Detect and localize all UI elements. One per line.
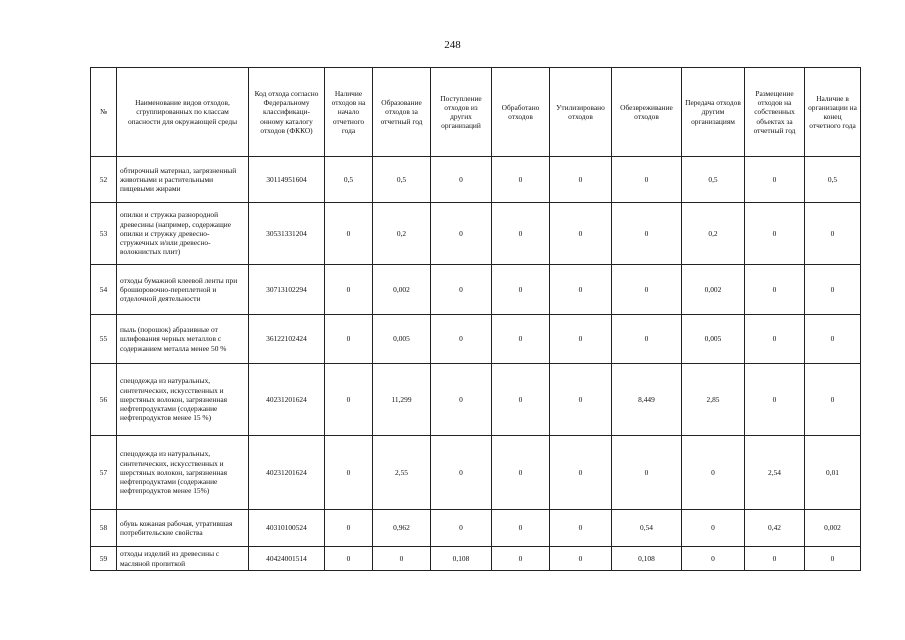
received: 0 [431, 364, 492, 436]
transferred: 0 [682, 436, 745, 510]
neutralized: 0 [612, 157, 682, 203]
end-balance: 0 [805, 547, 861, 571]
received: 0 [431, 436, 492, 510]
table-row [91, 436, 861, 510]
placed: 0,42 [745, 510, 805, 547]
row-number: 57 [91, 436, 117, 510]
end-balance: 0,01 [805, 436, 861, 510]
placed: 0 [745, 265, 805, 315]
header-start-balance: Наличие отходов на начало отчетного года [325, 68, 373, 157]
utilized: 0 [550, 157, 612, 203]
start-balance: 0 [325, 436, 373, 510]
header-end-balance: Наличие в организации на конец отчетного года [805, 68, 861, 157]
processed: 0 [492, 315, 550, 364]
table-header [91, 68, 861, 157]
utilized: 0 [550, 510, 612, 547]
start-balance: 0 [325, 265, 373, 315]
end-balance: 0 [805, 364, 861, 436]
waste-table [90, 67, 861, 571]
start-balance: 0 [325, 203, 373, 265]
processed: 0 [492, 510, 550, 547]
neutralized: 0,108 [612, 547, 682, 571]
transferred: 0,2 [682, 203, 745, 265]
table-row [91, 364, 861, 436]
neutralized: 0 [612, 265, 682, 315]
processed: 0 [492, 265, 550, 315]
generated: 0,962 [373, 510, 431, 547]
header-row [91, 68, 861, 157]
generated: 0,005 [373, 315, 431, 364]
header-processed: Обработано отходов [492, 68, 550, 157]
received: 0 [431, 315, 492, 364]
placed: 0 [745, 157, 805, 203]
row-number: 53 [91, 203, 117, 265]
utilized: 0 [550, 547, 612, 571]
transferred: 0,002 [682, 265, 745, 315]
fkko-code: 30531331204 [249, 203, 325, 265]
row-number: 54 [91, 265, 117, 315]
processed: 0 [492, 436, 550, 510]
placed: 2,54 [745, 436, 805, 510]
neutralized: 0 [612, 436, 682, 510]
processed: 0 [492, 203, 550, 265]
end-balance: 0 [805, 265, 861, 315]
row-number: 55 [91, 315, 117, 364]
start-balance: 0,5 [325, 157, 373, 203]
table-row [91, 547, 861, 571]
received: 0 [431, 510, 492, 547]
fkko-code: 40231201624 [249, 364, 325, 436]
received: 0 [431, 265, 492, 315]
header-transferred: Передача отходов другим организациям [682, 68, 745, 157]
placed: 0 [745, 315, 805, 364]
generated: 0 [373, 547, 431, 571]
waste-name: пыль (порошок) абразивные от шлифования черных металлов с содержанием металла менее 50 % [117, 315, 249, 364]
placed: 0 [745, 364, 805, 436]
received: 0 [431, 157, 492, 203]
utilized: 0 [550, 364, 612, 436]
header-fkko-code: Код отхода согласно Федеральному классификаци-онному каталогу отходов (ФККО) [249, 68, 325, 157]
table-row [91, 510, 861, 547]
transferred: 0 [682, 547, 745, 571]
placed: 0 [745, 547, 805, 571]
table-row [91, 265, 861, 315]
start-balance: 0 [325, 547, 373, 571]
row-number: 52 [91, 157, 117, 203]
neutralized: 0 [612, 203, 682, 265]
fkko-code: 40231201624 [249, 436, 325, 510]
placed: 0 [745, 203, 805, 265]
generated: 0,2 [373, 203, 431, 265]
fkko-code: 30713102294 [249, 265, 325, 315]
transferred: 2,85 [682, 364, 745, 436]
received: 0,108 [431, 547, 492, 571]
header-number: № [91, 68, 117, 157]
generated: 0,002 [373, 265, 431, 315]
header-utilized: Утилизировано отходов [550, 68, 612, 157]
end-balance: 0,002 [805, 510, 861, 547]
utilized: 0 [550, 436, 612, 510]
fkko-code: 36122102424 [249, 315, 325, 364]
processed: 0 [492, 547, 550, 571]
waste-name: отходы бумажной клеевой ленты при брошюровочно-переплетной и отделочной деятельности [117, 265, 249, 315]
header-placed: Размещение отходов на собственных объектах за отчетный год [745, 68, 805, 157]
end-balance: 0 [805, 203, 861, 265]
row-number: 59 [91, 547, 117, 571]
start-balance: 0 [325, 315, 373, 364]
page-number: 248 [444, 39, 461, 51]
table-row [91, 315, 861, 364]
header-generated: Образование отходов за отчетный год [373, 68, 431, 157]
generated: 0,5 [373, 157, 431, 203]
transferred: 0,005 [682, 315, 745, 364]
header-received: Поступление отходов из других организаций [431, 68, 492, 157]
generated: 2,55 [373, 436, 431, 510]
waste-name: обувь кожаная рабочая, утратившая потребительские свойства [117, 510, 249, 547]
transferred: 0 [682, 510, 745, 547]
waste-name: обтирочный материал, загрязненный животными и растительными пищевыми жирами [117, 157, 249, 203]
start-balance: 0 [325, 364, 373, 436]
utilized: 0 [550, 203, 612, 265]
transferred: 0,5 [682, 157, 745, 203]
header-waste-name: Наименование видов отходов, сгруппированных по классам опасности для окружающей среды [117, 68, 249, 157]
end-balance: 0,5 [805, 157, 861, 203]
processed: 0 [492, 157, 550, 203]
waste-name: опилки и стружка разнородной древесины (например, содержащие опилки и стружку древесно-стружечных и/или древесно-волокнистых плит) [117, 203, 249, 265]
fkko-code: 40310100524 [249, 510, 325, 547]
waste-name: спецодежда из натуральных, синтетических, искусственных и шерстяных волокон, загрязненная нефтепродуктами (содержание нефтепродуктов менее 15 %) [117, 364, 249, 436]
row-number: 56 [91, 364, 117, 436]
end-balance: 0 [805, 315, 861, 364]
processed: 0 [492, 364, 550, 436]
utilized: 0 [550, 265, 612, 315]
waste-name: отходы изделий из древесины с масляной пропиткой [117, 547, 249, 571]
table-row [91, 157, 861, 203]
received: 0 [431, 203, 492, 265]
waste-name: спецодежда из натуральных, синтетических, искусственных и шерстяных волокон, загрязненная нефтепродуктами (содержание нефтепродуктов менее 15%) [117, 436, 249, 510]
neutralized: 8,449 [612, 364, 682, 436]
header-neutralized: Обезвреживание отходов [612, 68, 682, 157]
utilized: 0 [550, 315, 612, 364]
table-row [91, 203, 861, 265]
fkko-code: 40424001514 [249, 547, 325, 571]
neutralized: 0,54 [612, 510, 682, 547]
neutralized: 0 [612, 315, 682, 364]
row-number: 58 [91, 510, 117, 547]
fkko-code: 30114951604 [249, 157, 325, 203]
generated: 11,299 [373, 364, 431, 436]
start-balance: 0 [325, 510, 373, 547]
table-body [91, 157, 861, 571]
